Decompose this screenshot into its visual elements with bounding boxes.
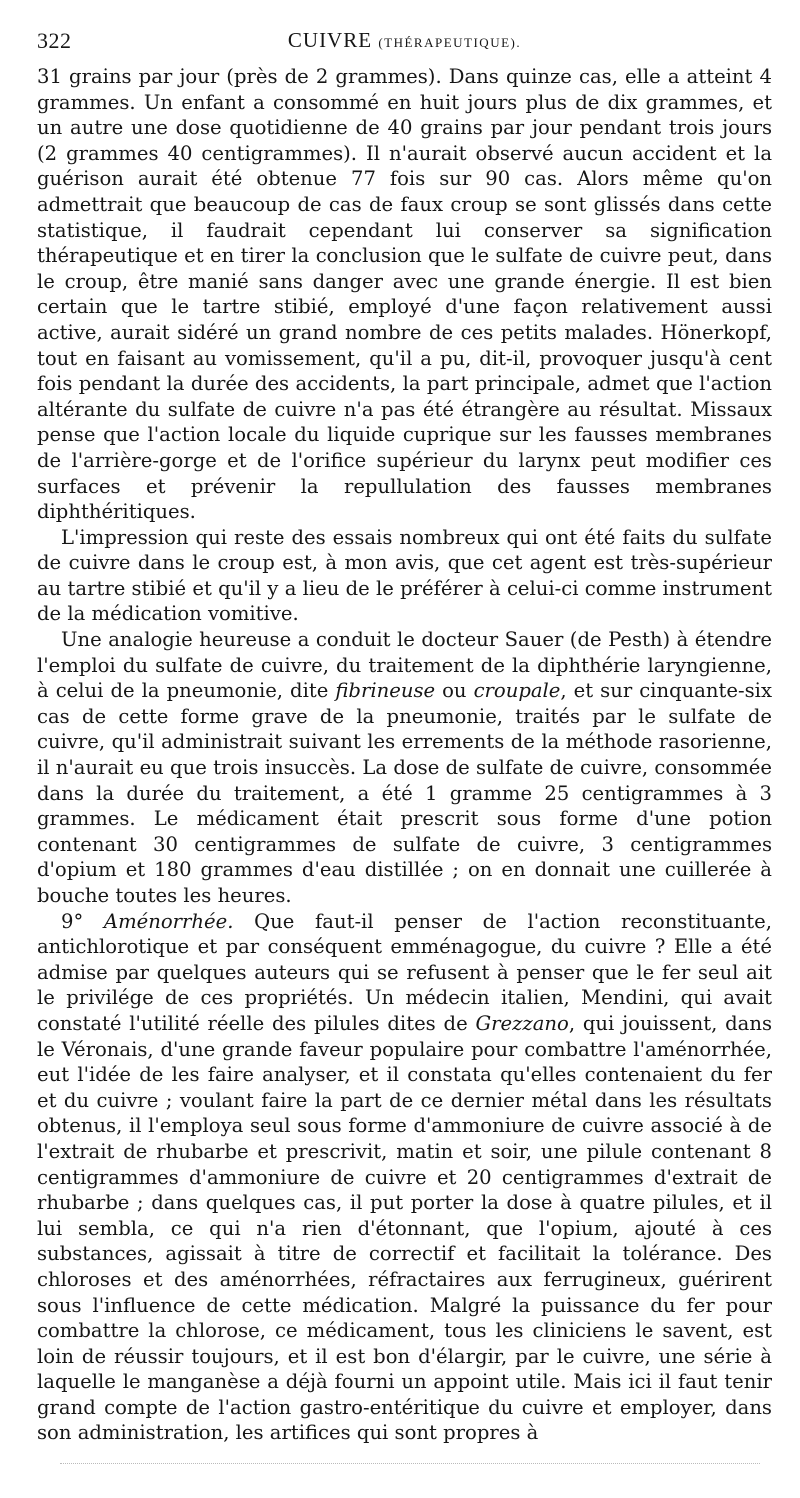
italic-text: Aménorrhée. (103, 909, 234, 933)
paragraph-4 (37, 909, 772, 1446)
text-run: , et sur cinquante-six cas de cette forme grave de la pneumonie, traités par le sulfate de cuivre, qu'il administrait suivant les errements de la méthode rasorienne, il n'aurait eu que trois insuccès. La dose de sulfate de cuivre, consommée dans la durée du traitement, a été 1 gramme 25 centigrammes à 3 grammes. Le médicament était prescrit sous forme d'une potion contenant 30 centigrammes de sulfate de cuivre, 3 centigrammes d'opium et 180 grammes d'eau distillée ; on en donnait une cuillerée à bouche toutes les heures. (37, 679, 772, 907)
italic-text: croupale (473, 679, 561, 703)
running-title-sub: (THÉRAPEUTIQUE). (378, 35, 522, 50)
italic-text: Grezzano (475, 1011, 569, 1035)
text-run: , qui jouissent, dans le Véronais, d'une grande faveur populaire pour combattre l'aménorrhée, eut l'idée de les faire analyser, et il constata qu'elles contenaient du fer et du cuivre ; voulant faire la part de ce dernier métal dans les résultats obtenus, il l'employa seul sous forme d'ammoniure de cuivre associé à de l'extrait de rhubarbe et prescrivit, matin et soir, une pilule contenant 8 centigrammes d'ammoniure de cuivre et 20 centigrammes d'extrait de rhubarbe ; dans quelques cas, il put porter la dose à quatre pilules, et il lui sembla, ce qui n'a rien d'étonnant, que l'opium, ajouté à ces substances, agissait à titre de correctif et facilitait la tolérance. Des chloroses et des aménorrhées, réfractaires aux ferrugineux, guérirent sous l'influence de cette médication. Malgré la puissance du fer pour combattre la chlorose, ce médicament, tous les cliniciens le savent, est loin de réussir toujours, et il est bon d'élargir, par le cuivre, une série à laquelle le manganèse a déjà fourni un appoint utile. Mais ici il faut tenir grand compte de l'action gastro-entéritique du cuivre et employer, dans son administration, les artifices qui sont propres à (37, 1011, 772, 1445)
italic-text: fibrineuse (335, 679, 436, 703)
paragraph-2 (37, 525, 772, 627)
paragraph-3 (37, 627, 772, 909)
text-run: Une analogie heureuse a conduit le docteur Sauer (de Pesth) à étendre l'emploi du sulfate de cuivre, du traitement de la diphthérie laryngienne, à celui de la pneumonie, dite (37, 628, 772, 703)
book-page (37, 26, 772, 1446)
bottom-rule (60, 1463, 760, 1465)
text-run: 31 grains par jour (près de 2 grammes). Dans quinze cas, elle a atteint 4 grammes. Un enfant a consommé en huit jours plus de dix grammes, et un autre une dose quotidienne de 40 grains par jour pendant trois jours (2 grammes 40 centigrammes). Il n'aurait observé aucun accident et la guérison aurait été obtenue 77 fois sur 90 cas. Alors même qu'on admettrait que beaucoup de cas de faux croup se sont glissés dans cette statistique, il faudrait cependant lui conserver sa signification thérapeutique et en tirer la conclusion que le sulfate de cuivre peut, dans le croup, être manié sans danger avec une grande énergie. Il est bien certain que le tartre stibié, employé d'une façon relativement aussi active, aurait sidéré un grand nombre de ces petits malades. Hönerkopf, tout en faisant au vomissement, qu'il a pu, dit-il, provoquer jusqu'à cent fois pendant la durée des accidents, la part principale, admet que l'action altérante du sulfate de cuivre n'a pas été étrangère au résultat. Missaux pense que l'action locale du liquide cuprique sur les fausses membranes de l'arrière-gorge et de l'orifice supérieur du larynx peut modifier ces surfaces et prévenir la repullulation des fausses membranes diphthéritiques. (37, 65, 772, 524)
text-run: ou (435, 679, 474, 703)
text-run: L'impression qui reste des essais nombreux qui ont été faits du sulfate de cuivre dans le croup est, à mon avis, que cet agent est très-supérieur au tartre stibié et qu'il y a lieu de le préférer à celui-ci comme instrument de la médication vomitive. (37, 525, 772, 626)
page-number: 322 (37, 28, 72, 53)
body-text (37, 64, 772, 1446)
running-head (37, 26, 772, 62)
text-run: Que faut-il penser de l'action reconstituante, antichlorotique et par conséquent emménagogue, du cuivre ? Elle a été admise par quelques auteurs qui se refusent à penser que le fer seul ait le privilége de ces propriétés. Un médecin italien, Mendini, qui avait constaté l'utilité réelle des pilules dites de (37, 909, 772, 1035)
running-title (37, 28, 772, 53)
paragraph-1 (37, 64, 772, 525)
text-run: 9° (61, 909, 104, 933)
running-title-main: CUIVRE (287, 28, 373, 52)
